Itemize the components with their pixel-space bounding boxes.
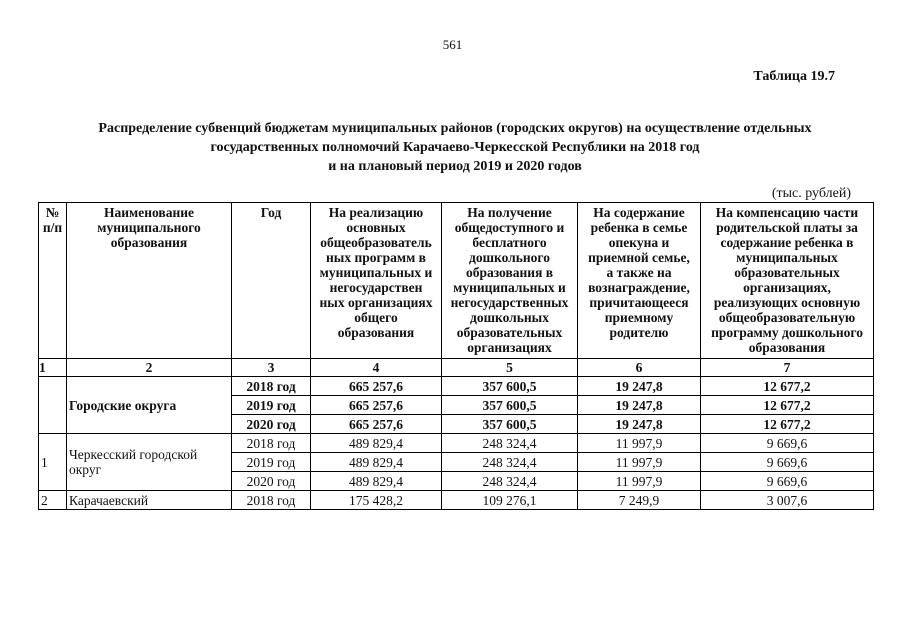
header-line: приемному (604, 310, 674, 325)
value-cell: 357 600,5 (442, 377, 578, 396)
value-cell: 9 669,6 (701, 472, 874, 491)
value-cell: 9 669,6 (701, 453, 874, 472)
column-number: 4 (311, 359, 442, 377)
row-number: 1 (39, 434, 67, 491)
header-line: Наименование (104, 205, 194, 220)
value-cell: 12 677,2 (701, 396, 874, 415)
table-row (39, 377, 874, 396)
header-line: общеобразователь (320, 235, 432, 250)
header-line: организациях (467, 340, 552, 355)
value-cell: 489 829,4 (311, 472, 442, 491)
header-line: ных программ в (326, 250, 426, 265)
column-number: 1 (39, 359, 67, 377)
title-line: и на плановый период 2019 и 2020 годов (328, 159, 582, 174)
header-line: муниципальных (736, 250, 838, 265)
year-cell: 2018 год (232, 491, 311, 510)
header-line: дошкольных (470, 310, 549, 325)
row-number: 2 (39, 491, 67, 510)
header-line: образования в (465, 265, 554, 280)
header-cell-foster-care (578, 203, 701, 359)
value-cell: 19 247,8 (578, 415, 701, 434)
header-cell-preschool-education (442, 203, 578, 359)
value-cell: 248 324,4 (442, 434, 578, 453)
value-cell: 19 247,8 (578, 396, 701, 415)
value-cell: 3 007,6 (701, 491, 874, 510)
column-number: 6 (578, 359, 701, 377)
page-number: 561 (442, 37, 463, 52)
table-row (39, 491, 874, 510)
header-cell-num (39, 203, 67, 359)
header-line: организациях, (743, 280, 831, 295)
header-line: муниципальных и (319, 265, 433, 280)
header-line: вознаграждение, (588, 280, 690, 295)
header-line: На компенсацию части (715, 205, 859, 220)
header-line: опекуна и (608, 235, 670, 250)
header-line: образования (337, 325, 415, 340)
value-cell: 9 669,6 (701, 434, 874, 453)
value-cell: 12 677,2 (701, 415, 874, 434)
column-number: 3 (232, 359, 311, 377)
title-line: государственных полномочий Карачаево-Черкесской Республики на 2018 год (210, 140, 700, 155)
header-cell-name (67, 203, 232, 359)
header-line: общеобразовательную (718, 310, 856, 325)
value-cell: 357 600,5 (442, 415, 578, 434)
header-line: муниципальных и (453, 280, 566, 295)
header-line: родительской платы за (716, 220, 858, 235)
header-line: муниципального (97, 220, 201, 235)
column-number: 7 (701, 359, 874, 377)
value-cell: 665 257,6 (311, 396, 442, 415)
header-cell-general-education (311, 203, 442, 359)
value-cell: 11 997,9 (578, 434, 701, 453)
value-cell: 248 324,4 (442, 453, 578, 472)
header-line: негосударственных (450, 295, 569, 310)
year-cell: 2019 год (232, 453, 311, 472)
header-line: № (45, 205, 60, 220)
value-cell: 665 257,6 (311, 377, 442, 396)
header-line: На содержание (593, 205, 685, 220)
header-line: образования (748, 340, 826, 355)
header-cell-parental-fee-compensation (701, 203, 874, 359)
header-line: а также на (606, 265, 672, 280)
header-line: содержание ребенка в (720, 235, 854, 250)
header-line: На реализацию (328, 205, 424, 220)
value-cell: 11 997,9 (578, 453, 701, 472)
year-cell: 2019 год (232, 396, 311, 415)
value-cell: 489 829,4 (311, 453, 442, 472)
header-line: п/п (42, 220, 63, 235)
header-line: На получение (467, 205, 552, 220)
municipality-name: Карачаевский (67, 491, 232, 510)
column-number: 2 (67, 359, 232, 377)
header-line: образования (110, 235, 188, 250)
header-line: образовательных (734, 265, 840, 280)
table-label: Таблица 19.7 (753, 69, 835, 84)
year-cell: 2020 год (232, 472, 311, 491)
municipality-name: Черкесский городской округ (67, 434, 232, 491)
header-line: негосударствен (329, 280, 423, 295)
municipality-name: Городские округа (67, 377, 232, 434)
header-line: программу дошкольного (711, 325, 863, 340)
value-cell: 109 276,1 (442, 491, 578, 510)
header-line: реализующих основную (713, 295, 861, 310)
value-cell: 19 247,8 (578, 377, 701, 396)
value-cell: 12 677,2 (701, 377, 874, 396)
units-label: (тыс. рублей) (771, 186, 851, 201)
title-line: Распределение субвенций бюджетам муниципальных районов (городских округов) на осуществление отдельных (98, 121, 812, 136)
value-cell: 357 600,5 (442, 396, 578, 415)
value-cell: 175 428,2 (311, 491, 442, 510)
header-line: бесплатного (472, 235, 547, 250)
column-number: 5 (442, 359, 578, 377)
header-line: Год (260, 205, 282, 220)
document-title (40, 119, 870, 176)
column-number-row (39, 359, 874, 377)
value-cell: 7 249,9 (578, 491, 701, 510)
table-row (39, 434, 874, 453)
header-line: ребенка в семье (590, 220, 688, 235)
header-line: приемной семье, (588, 250, 690, 265)
value-cell: 665 257,6 (311, 415, 442, 434)
header-line: основных (346, 220, 406, 235)
subventions-table (38, 202, 874, 510)
table-header-row (39, 203, 874, 359)
value-cell: 489 829,4 (311, 434, 442, 453)
year-cell: 2020 год (232, 415, 311, 434)
row-number (39, 377, 67, 434)
value-cell: 248 324,4 (442, 472, 578, 491)
header-line: дошкольного (469, 250, 550, 265)
header-line: общего (354, 310, 398, 325)
year-cell: 2018 год (232, 377, 311, 396)
header-cell-year (232, 203, 311, 359)
header-line: родителю (609, 325, 669, 340)
header-line: общедоступного и (454, 220, 565, 235)
header-line: ных организациях (319, 295, 433, 310)
value-cell: 11 997,9 (578, 472, 701, 491)
header-line: причитающееся (589, 295, 689, 310)
header-line: образовательных (456, 325, 563, 340)
year-cell: 2018 год (232, 434, 311, 453)
